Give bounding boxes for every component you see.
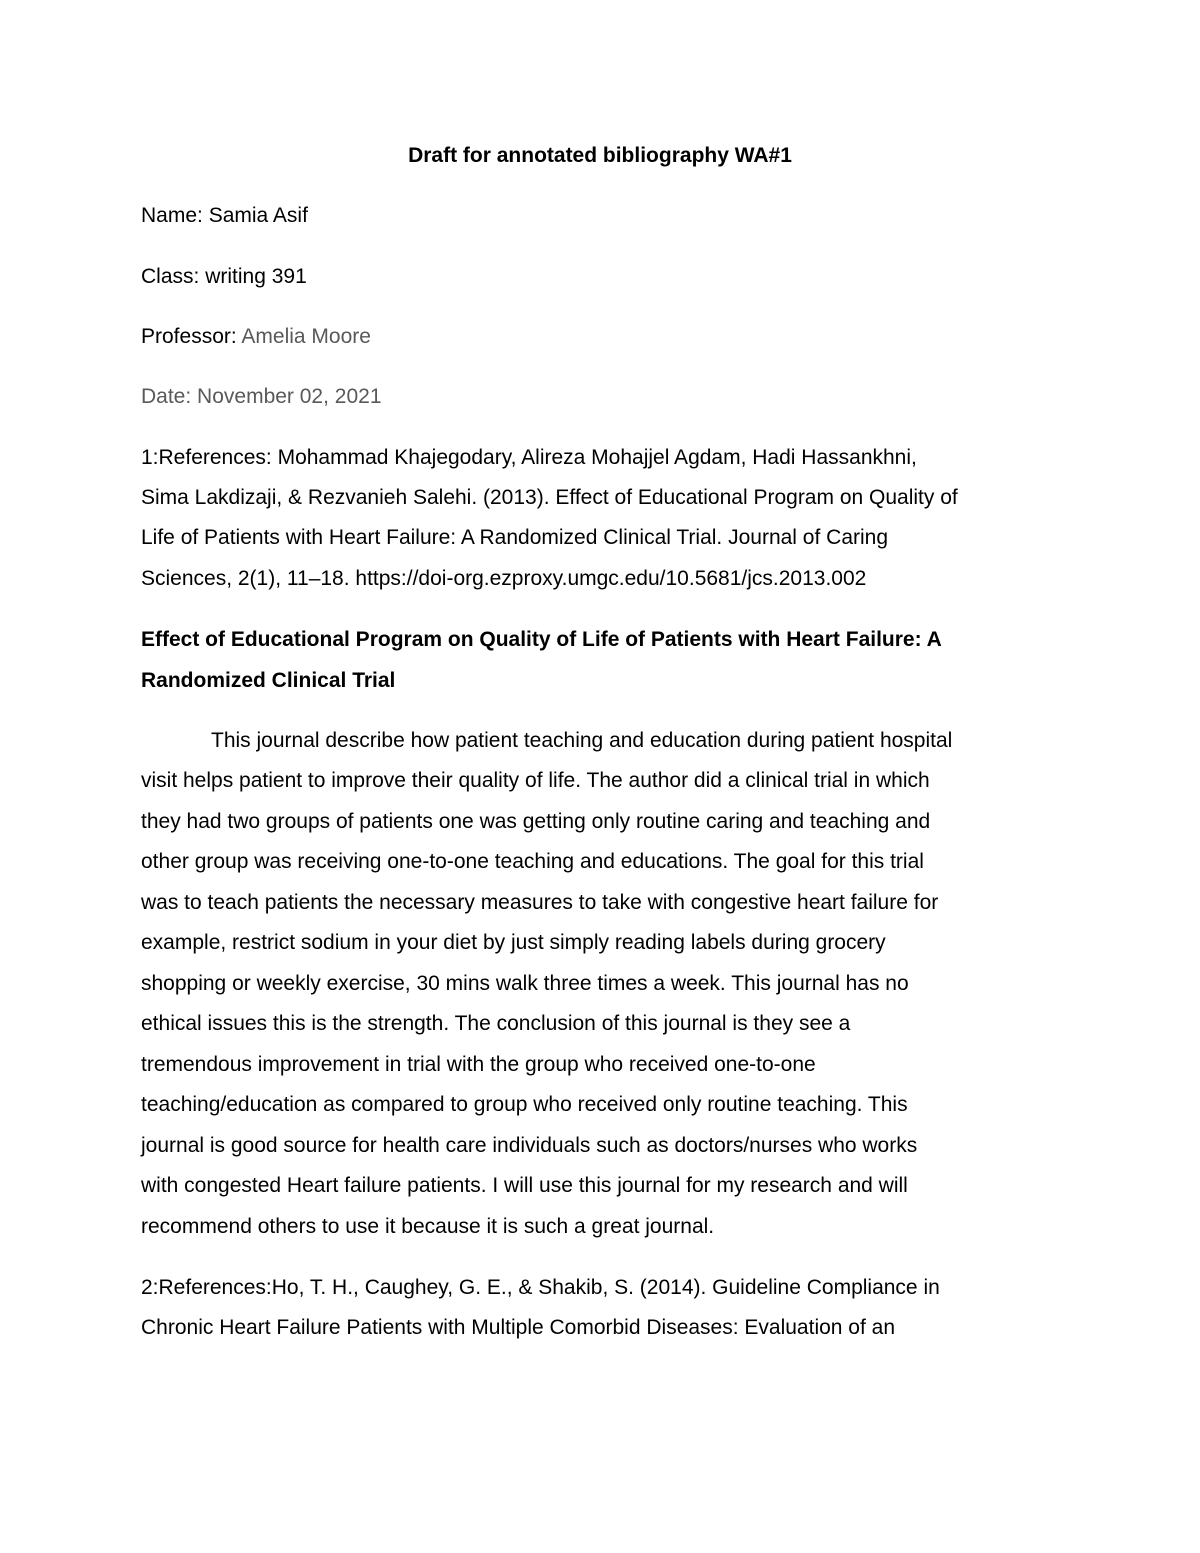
class-value: writing 391 <box>205 265 307 288</box>
reference1-line: Life of Patients with Heart Failure: A Randomized Clinical Trial. Journal of Caring <box>141 526 889 549</box>
article-heading-line: Effect of Educational Program on Quality of Life of Patients with Heart Failure: A <box>141 628 942 651</box>
professor-label: Professor: <box>141 325 237 348</box>
reference1-line: Sciences, 2(1), 11–18. https://doi-org.ezproxy.umgc.edu/10.5681/jcs.2013.002 <box>141 567 867 590</box>
annotation-line: recommend others to use it because it is such a great journal. <box>141 1215 715 1238</box>
reference2-line: 2:References:Ho, T. H., Caughey, G. E., & Shakib, S. (2014). Guideline Compliance in <box>141 1276 940 1299</box>
document-title: Draft for annotated bibliography WA#1 <box>408 144 792 167</box>
annotation-line: other group was receiving one-to-one teaching and educations. The goal for this trial <box>141 850 924 873</box>
annotation-line: they had two groups of patients one was getting only routine caring and teaching and <box>141 810 931 833</box>
name-line <box>141 203 308 229</box>
class-line <box>141 264 307 290</box>
name-value: Samia Asif <box>208 204 308 227</box>
professor-line <box>141 324 371 350</box>
date-line <box>141 384 382 410</box>
annotation-line: with congested Heart failure patients. I will use this journal for my research and will <box>141 1174 908 1197</box>
annotation-line: journal is good source for health care individuals such as doctors/nurses who works <box>141 1134 918 1157</box>
annotation-line: shopping or weekly exercise, 30 mins walk three times a week. This journal has no <box>141 972 909 995</box>
reference1-line: 1:References: Mohammad Khajegodary, Alireza Mohajjel Agdam, Hadi Hassankhni, <box>141 446 917 469</box>
name-label: Name: <box>141 204 203 227</box>
reference2-line: Chronic Heart Failure Patients with Multiple Comorbid Diseases: Evaluation of an <box>141 1316 896 1339</box>
professor-value: Amelia Moore <box>241 325 371 348</box>
reference1-line: Sima Lakdizaji, & Rezvanieh Salehi. (2013). Effect of Educational Program on Quality of <box>141 486 958 509</box>
annotation-line: teaching/education as compared to group who received only routine teaching. This <box>141 1093 908 1116</box>
date-label: Date: <box>141 385 192 408</box>
annotation-line: tremendous improvement in trial with the group who received one-to-one <box>141 1053 816 1076</box>
annotation-line: example, restrict sodium in your diet by just simply reading labels during grocery <box>141 931 886 954</box>
article-heading-line: Randomized Clinical Trial <box>141 669 396 692</box>
annotation-line: This journal describe how patient teaching and education during patient hospital <box>211 729 953 752</box>
date-value: November 02, 2021 <box>197 385 382 408</box>
class-label: Class: <box>141 265 200 288</box>
annotation-line: visit helps patient to improve their quality of life. The author did a clinical trial in which <box>141 769 930 792</box>
annotation-line: ethical issues this is the strength. The conclusion of this journal is they see a <box>141 1012 851 1035</box>
annotation-line: was to teach patients the necessary measures to take with congestive heart failure for <box>141 891 939 914</box>
